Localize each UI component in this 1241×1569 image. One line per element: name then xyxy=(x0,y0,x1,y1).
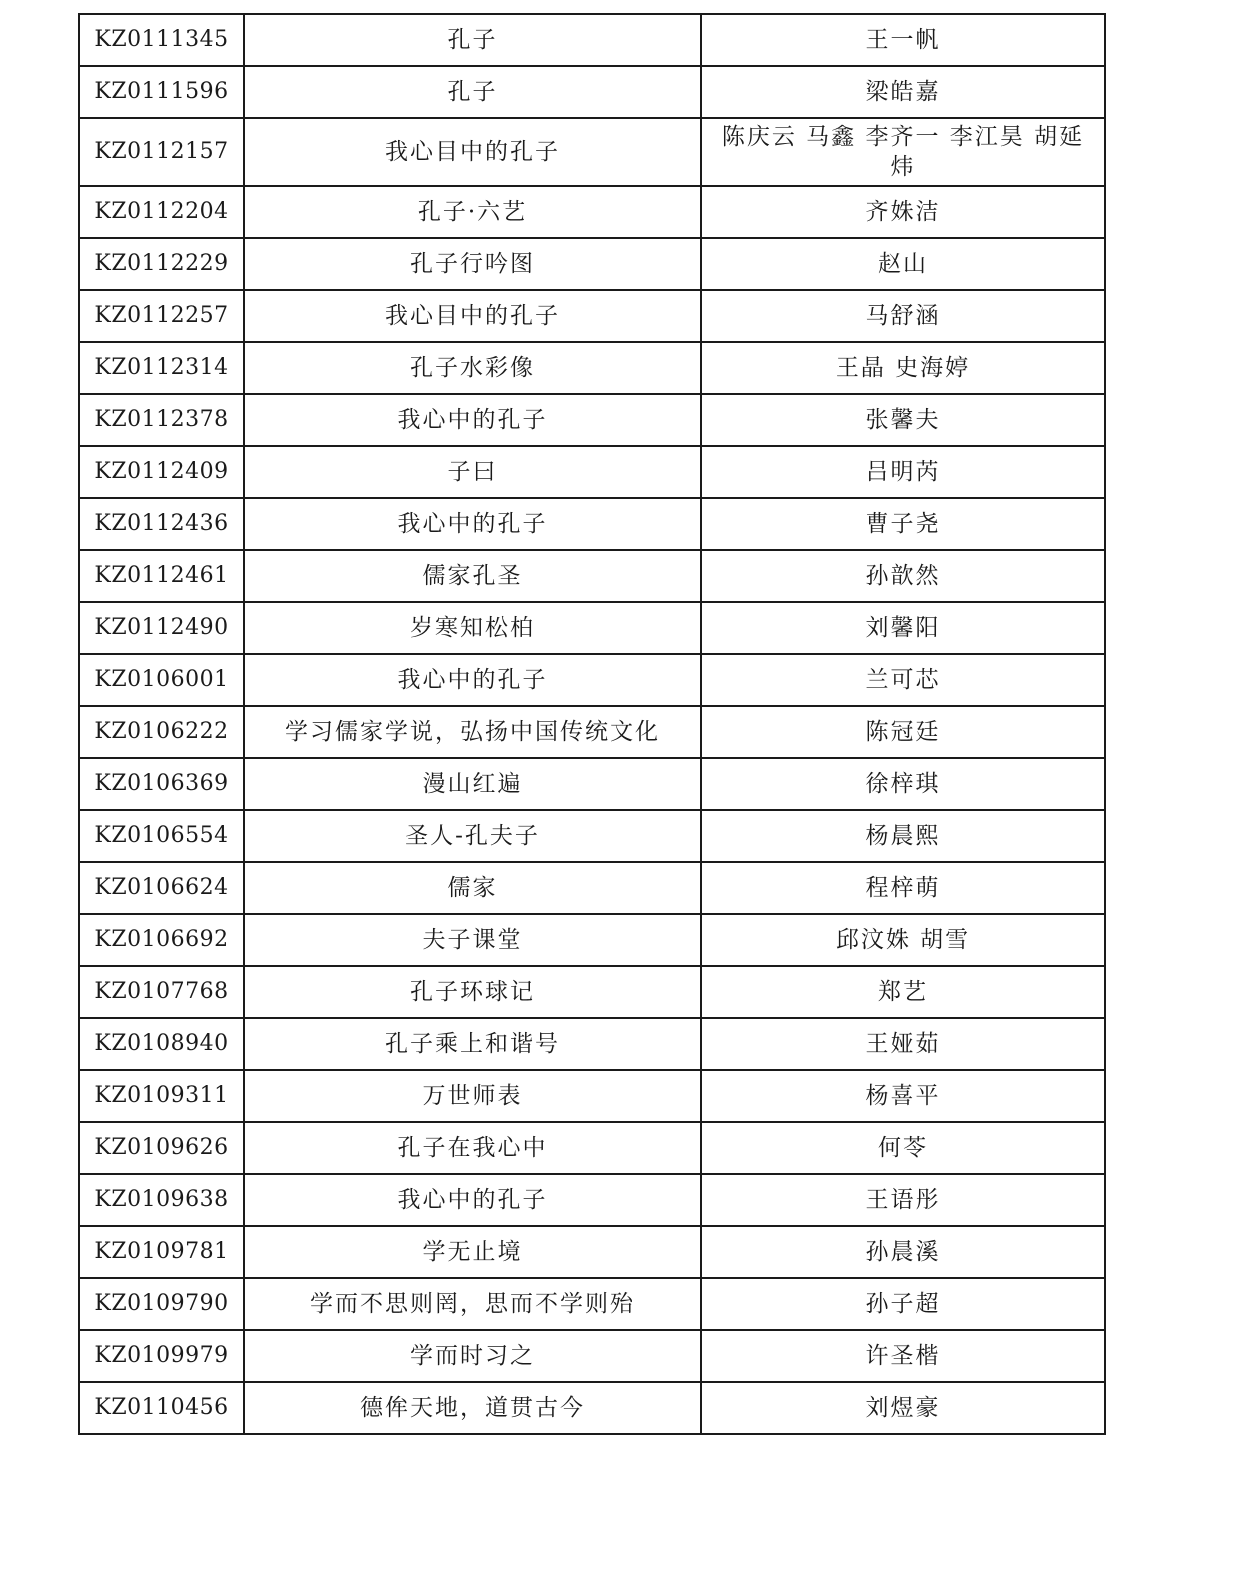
entry-id-cell: KZ0112461 xyxy=(79,550,244,602)
entry-id-cell: KZ0106692 xyxy=(79,914,244,966)
entry-title-cell: 我心目中的孔子 xyxy=(244,290,701,342)
entry-author-cell: 徐梓琪 xyxy=(701,758,1105,810)
entry-id-cell: KZ0107768 xyxy=(79,966,244,1018)
entry-title-cell: 岁寒知松柏 xyxy=(244,602,701,654)
table-row xyxy=(79,186,1105,238)
entry-title-cell: 学而不思则罔，思而不学则殆 xyxy=(244,1278,701,1330)
table-row xyxy=(79,498,1105,550)
entry-author-cell: 孙子超 xyxy=(701,1278,1105,1330)
table-row xyxy=(79,14,1105,66)
entry-id-cell: KZ0112490 xyxy=(79,602,244,654)
table-row xyxy=(79,862,1105,914)
entry-title-cell: 孔子行吟图 xyxy=(244,238,701,290)
entry-title-cell: 学而时习之 xyxy=(244,1330,701,1382)
entry-author-cell: 程梓萌 xyxy=(701,862,1105,914)
entry-title-cell: 我心中的孔子 xyxy=(244,394,701,446)
table-row xyxy=(79,706,1105,758)
entry-author-cell: 张馨夫 xyxy=(701,394,1105,446)
entry-title-cell: 子曰 xyxy=(244,446,701,498)
entry-id-cell: KZ0112257 xyxy=(79,290,244,342)
entry-title-cell: 孔子乘上和谐号 xyxy=(244,1018,701,1070)
entry-author-cell: 孙晨溪 xyxy=(701,1226,1105,1278)
entry-title-cell: 我心中的孔子 xyxy=(244,654,701,706)
entry-title-cell: 儒家 xyxy=(244,862,701,914)
entry-author-cell: 邱汶姝 胡雪 xyxy=(701,914,1105,966)
entry-id-cell: KZ0109979 xyxy=(79,1330,244,1382)
table-row xyxy=(79,118,1105,186)
table-row xyxy=(79,394,1105,446)
entry-title-cell: 我心中的孔子 xyxy=(244,1174,701,1226)
table-row xyxy=(79,446,1105,498)
entry-author-cell: 许圣楷 xyxy=(701,1330,1105,1382)
entry-author-cell: 齐姝洁 xyxy=(701,186,1105,238)
entry-author-cell: 赵山 xyxy=(701,238,1105,290)
entry-id-cell: KZ0106369 xyxy=(79,758,244,810)
entry-title-cell: 孔子·六艺 xyxy=(244,186,701,238)
entry-title-cell: 孔子在我心中 xyxy=(244,1122,701,1174)
entry-author-cell: 王晶 史海婷 xyxy=(701,342,1105,394)
table-row xyxy=(79,1278,1105,1330)
entry-author-cell: 杨晨熙 xyxy=(701,810,1105,862)
entry-title-cell: 圣人-孔夫子 xyxy=(244,810,701,862)
entry-author-cell: 曹子尧 xyxy=(701,498,1105,550)
entry-author-cell: 吕明芮 xyxy=(701,446,1105,498)
entry-author-cell: 梁皓嘉 xyxy=(701,66,1105,118)
table-row xyxy=(79,1070,1105,1122)
entry-id-cell: KZ0112157 xyxy=(79,118,244,186)
table-row xyxy=(79,758,1105,810)
entry-id-cell: KZ0106222 xyxy=(79,706,244,758)
table-row xyxy=(79,1330,1105,1382)
table-row xyxy=(79,66,1105,118)
entry-title-cell: 学无止境 xyxy=(244,1226,701,1278)
entry-id-cell: KZ0112229 xyxy=(79,238,244,290)
table-row xyxy=(79,914,1105,966)
table-row xyxy=(79,1122,1105,1174)
table-row xyxy=(79,342,1105,394)
table-row xyxy=(79,550,1105,602)
table-row xyxy=(79,1382,1105,1434)
entry-title-cell: 我心目中的孔子 xyxy=(244,118,701,186)
table-row xyxy=(79,238,1105,290)
entry-title-cell: 孔子水彩像 xyxy=(244,342,701,394)
entry-author-cell: 王一帆 xyxy=(701,14,1105,66)
entry-title-cell: 万世师表 xyxy=(244,1070,701,1122)
entries-table xyxy=(78,13,1106,1435)
entry-id-cell: KZ0112314 xyxy=(79,342,244,394)
entry-title-cell: 夫子课堂 xyxy=(244,914,701,966)
entry-id-cell: KZ0109311 xyxy=(79,1070,244,1122)
entry-author-cell: 王语彤 xyxy=(701,1174,1105,1226)
entry-id-cell: KZ0112204 xyxy=(79,186,244,238)
entry-author-cell: 刘煜豪 xyxy=(701,1382,1105,1434)
entry-id-cell: KZ0106554 xyxy=(79,810,244,862)
entry-id-cell: KZ0108940 xyxy=(79,1018,244,1070)
entry-id-cell: KZ0111596 xyxy=(79,66,244,118)
entry-id-cell: KZ0112409 xyxy=(79,446,244,498)
entry-title-cell: 孔子 xyxy=(244,66,701,118)
entry-id-cell: KZ0109638 xyxy=(79,1174,244,1226)
entry-id-cell: KZ0109626 xyxy=(79,1122,244,1174)
entry-author-cell: 王娅茹 xyxy=(701,1018,1105,1070)
table-row xyxy=(79,1174,1105,1226)
entry-author-cell: 杨喜平 xyxy=(701,1070,1105,1122)
entry-title-cell: 孔子 xyxy=(244,14,701,66)
entry-id-cell: KZ0106001 xyxy=(79,654,244,706)
entry-author-cell: 兰可芯 xyxy=(701,654,1105,706)
entry-title-cell: 漫山红遍 xyxy=(244,758,701,810)
table-row xyxy=(79,654,1105,706)
document-page xyxy=(78,13,1104,1435)
entry-author-cell: 陈冠廷 xyxy=(701,706,1105,758)
entry-id-cell: KZ0109790 xyxy=(79,1278,244,1330)
entry-title-cell: 德侔天地，道贯古今 xyxy=(244,1382,701,1434)
entry-id-cell: KZ0110456 xyxy=(79,1382,244,1434)
entry-id-cell: KZ0111345 xyxy=(79,14,244,66)
entry-title-cell: 学习儒家学说，弘扬中国传统文化 xyxy=(244,706,701,758)
table-row xyxy=(79,810,1105,862)
table-row xyxy=(79,1226,1105,1278)
entry-author-cell: 何苓 xyxy=(701,1122,1105,1174)
entry-author-cell: 郑艺 xyxy=(701,966,1105,1018)
entry-title-cell: 孔子环球记 xyxy=(244,966,701,1018)
entry-author-cell: 孙歆然 xyxy=(701,550,1105,602)
entry-id-cell: KZ0109781 xyxy=(79,1226,244,1278)
table-row xyxy=(79,1018,1105,1070)
entry-id-cell: KZ0112378 xyxy=(79,394,244,446)
entry-author-cell: 陈庆云 马鑫 李齐一 李江昊 胡延炜 xyxy=(701,118,1105,186)
entry-id-cell: KZ0106624 xyxy=(79,862,244,914)
table-row xyxy=(79,290,1105,342)
entry-author-cell: 马舒涵 xyxy=(701,290,1105,342)
entry-author-cell: 刘馨阳 xyxy=(701,602,1105,654)
entry-title-cell: 我心中的孔子 xyxy=(244,498,701,550)
entry-title-cell: 儒家孔圣 xyxy=(244,550,701,602)
table-row xyxy=(79,966,1105,1018)
entry-id-cell: KZ0112436 xyxy=(79,498,244,550)
table-row xyxy=(79,602,1105,654)
